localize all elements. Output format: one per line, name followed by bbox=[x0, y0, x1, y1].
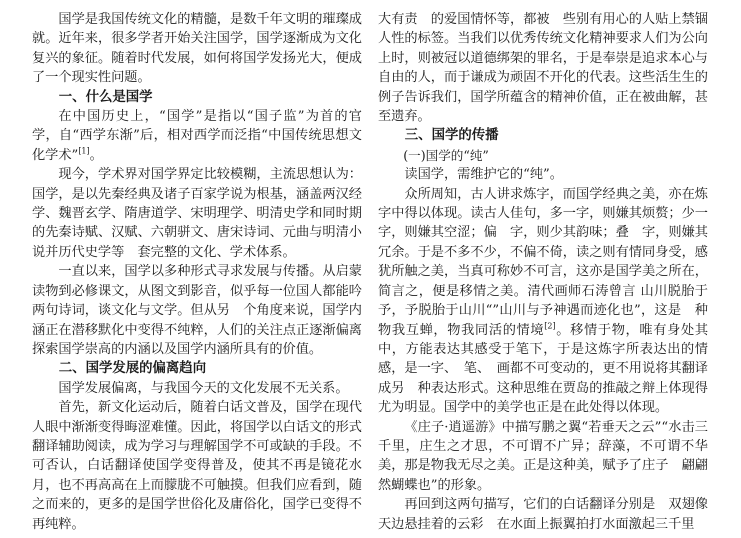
left-column bbox=[32, 10, 376, 534]
continuation-paragraph: 大有责 的爱国情怀等，都被 些别有用心的人贴上禁锢人性的标签。当我们以优秀传统文化精神要求人们为公向上时，则被冠以道德绑架的罪名，于是奉崇是追求本心与自由的人，而于谦成为顽固不开化的代表。这些活生生的例子告诉我们，国学所蕴含的精神价值，正在被曲解，甚至遗弃。 bbox=[378, 12, 708, 125]
purity-intro-paragraph: 读国学，需维护它的“纯”。 bbox=[404, 167, 563, 183]
refining-words-text: 众所周知，古人讲求炼字，而国学经典之美，亦在炼字中得以体现。读古人佳句，多一字，则嫌其烦赘；少一字，则嫌其空涩；偏 字，则少其韵味；叠 字，则嫌其冗余。于是不多不少，不偏不倚，读之则有情同身受，感犹所触之美，当真可称妙不可言，这亦是国学美之所在，简言之，便是移情之美。清代画师石涛曾言 山川脱胎于予，予脱胎于山川“”山川与予神遇而迹化也”，这是 种物我互蝉，物我同活的情境 bbox=[378, 186, 708, 338]
development-paragraph: 一直以来，国学以多种形式寻求发展与传播。从启蒙读物到必修课文，从图文到影音，似乎每一位国人都能吟 两句诗词，谈文化与文学。但从另 个角度来说，国学内涵正在潜移默化中变得不纯粹，人们的关注点正逐渐偏离探索国学崇高的内涵以及国学内涵所具有的价值。 bbox=[32, 264, 376, 357]
section-heading-spread: 三、国学的传播 bbox=[404, 128, 499, 144]
right-column bbox=[378, 10, 708, 534]
history-paragraph-text: 在中国历史上，“国学”是指以“国子监”为首的官学，自“西学东渐”后，相对西学而泛指“中国传统思想文化学术” bbox=[32, 109, 362, 163]
section-heading-deviation: 二、国学发展的偏离趋向 bbox=[58, 361, 207, 377]
refining-words-end: 。移情于物，唯有身处其中，方能表达其感受于笔下，于是这炼字所表达出的情感，是一字、 笔、 画都不可变动的，更不用说将其翻译成另 种表达形式。这种思维在贾岛的推敲之辩上体现得尤为明显。国学中的美学也正是在此处得以体现。 bbox=[378, 322, 709, 416]
footnote-ref-2: [2] bbox=[544, 321, 556, 331]
section-heading-what-is-guoxue: 一、什么是国学 bbox=[58, 89, 153, 105]
history-paragraph-end: 。 bbox=[89, 147, 103, 163]
refining-words-paragraph bbox=[378, 185, 708, 418]
intro-paragraph: 国学是我国传统文化的精髓，是数千年文明的璀璨成就。近年来，很多学者开始关注国学，国学逐渐成为文化复兴的象征。随着时代发展，如何将国学发扬光大，便成了一个现实性问题。 bbox=[32, 12, 362, 86]
subsection-heading-purity: (一)国学的“纯” bbox=[403, 147, 489, 163]
translation-paragraph: 再回到这两句描写，它们的白话翻译分别是 双翅像天边悬挂着的云彩 在水面上振翼拍打水面激起三千里 bbox=[378, 497, 708, 532]
definition-paragraph: 现今，学术界对国学界定比较模糊，主流思想认为：国学，是以先秦经典及诸子百家学说为根基，涵盖两汉经学、魏晋玄学、隋唐道学、宋明理学、明清史学和同时期的先秦诗赋、汉赋、六朝骈文、唐宋诗词、元曲与明清小说并历代史学等 套完整的文化、学术体系。 bbox=[32, 167, 362, 260]
footnote-ref-1: [1] bbox=[78, 146, 90, 156]
zhuangzi-paragraph: 《庄子·逍遥游》中描写鹏之翼“若垂天之云”“水击三千里，庄生之才思，不可谓不广异；辞藻，不可谓不华美，那是物我无尽之美。正是这种美，赋予了庄子 翩翩然蝴蝶也”的形象。 bbox=[378, 419, 708, 493]
history-paragraph bbox=[32, 107, 362, 165]
vernacular-paragraph: 首先，新文化运动后，随着白话文普及，国学在现代人眼中渐渐变得晦涩难懂。因此，将国学以白话文的形式翻译辅助阅读，成为学习与理解国学不可或缺的手段。不可否认，白话翻译使国学变得普及，使其不再是镜花水月，也不再高高在上而朦胧不可触摸。但我们应看到，随之而来的，更多的是国学世俗化及庸俗化，国学已变得不再纯粹。 bbox=[32, 400, 362, 532]
deviation-intro-paragraph: 国学发展偏离，与我国今天的文化发展不无关系。 bbox=[58, 380, 349, 396]
